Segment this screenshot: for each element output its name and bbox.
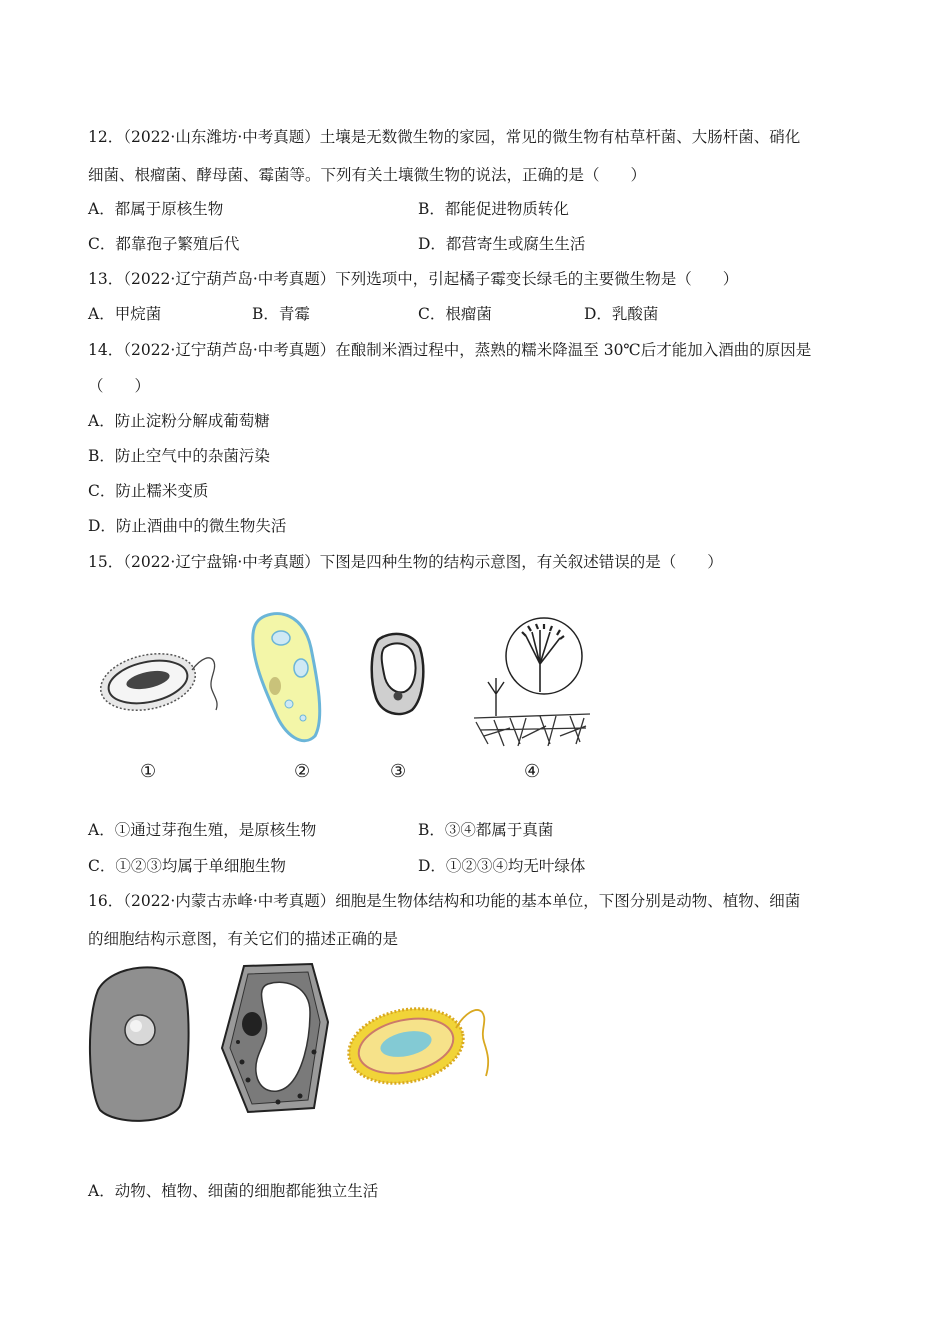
q15-option-c: C．①②③均属于单细胞生物	[88, 857, 286, 875]
q13-option-b: B．青霉	[252, 305, 310, 323]
q14-option-b: B．防止空气中的杂菌污染	[88, 447, 270, 465]
q13-option-a: A．甲烷菌	[88, 305, 162, 323]
q15-option-d: D．①②③④均无叶绿体	[418, 857, 586, 875]
bacterium-figure	[96, 640, 226, 725]
q14-option-c: C．防止糯米变质	[88, 482, 209, 500]
q14-stem-line2: （ ）	[88, 377, 151, 395]
q15-option-b: B．③④都属于真菌	[418, 821, 554, 839]
q13-option-c: C．根瘤菌	[418, 305, 492, 323]
q12-option-c: C．都靠孢子繁殖后代	[88, 235, 240, 253]
q12-stem-line1: 12．（2022·山东潍坊·中考真题）土壤是无数微生物的家园，常见的微生物有枯草杆菌、大肠杆菌、硝化	[88, 128, 801, 146]
q13-option-d: D．乳酸菌	[584, 305, 659, 323]
q12-option-d: D．都营寄生或腐生生活	[418, 235, 586, 253]
q12-stem-line2: 细菌、根瘤菌、酵母菌、霉菌等。下列有关土壤微生物的说法，正确的是（ ）	[88, 166, 647, 184]
bacterial-cell-figure	[344, 1000, 494, 1092]
q12-option-b: B．都能促进物质转化	[418, 200, 569, 218]
q16-option-a: A．动物、植物、细菌的细胞都能独立生活	[88, 1182, 379, 1200]
figure-label-1: ①	[140, 761, 157, 782]
paramecium-figure	[245, 608, 330, 748]
q14-option-d: D．防止酒曲中的微生物失活	[88, 517, 287, 535]
q16-stem-line1: 16．（2022·内蒙古赤峰·中考真题）细胞是生物体结构和功能的基本单位，下图分别是动物、植物、细菌	[88, 892, 801, 910]
q14-stem-line1: 14．（2022·辽宁葫芦岛·中考真题）在酿制米酒过程中，蒸熟的糯米降温至 30℃后才能加入酒曲的原因是	[88, 341, 812, 359]
plant-cell-figure	[218, 962, 330, 1114]
q15-option-a: A．①通过芽孢生殖，是原核生物	[88, 821, 317, 839]
q14-option-a: A．防止淀粉分解成葡萄糖	[88, 412, 270, 430]
animal-cell-figure	[86, 960, 192, 1128]
q13-stem: 13．（2022·辽宁葫芦岛·中考真题）下列选项中，引起橘子霉变长绿毛的主要微生物是（ ）	[88, 270, 739, 288]
q15-stem: 15．（2022·辽宁盘锦·中考真题）下图是四种生物的结构示意图，有关叙述错误的是（ ）	[88, 553, 723, 571]
figure-label-4: ④	[524, 761, 541, 782]
q12-option-a: A．都属于原核生物	[88, 200, 224, 218]
figure-label-2: ②	[294, 761, 311, 782]
q16-stem-line2: 的细胞结构示意图，有关它们的描述正确的是	[88, 930, 399, 948]
yeast-figure	[368, 628, 428, 718]
penicillium-figure	[470, 612, 595, 752]
figure-label-3: ③	[390, 761, 407, 782]
